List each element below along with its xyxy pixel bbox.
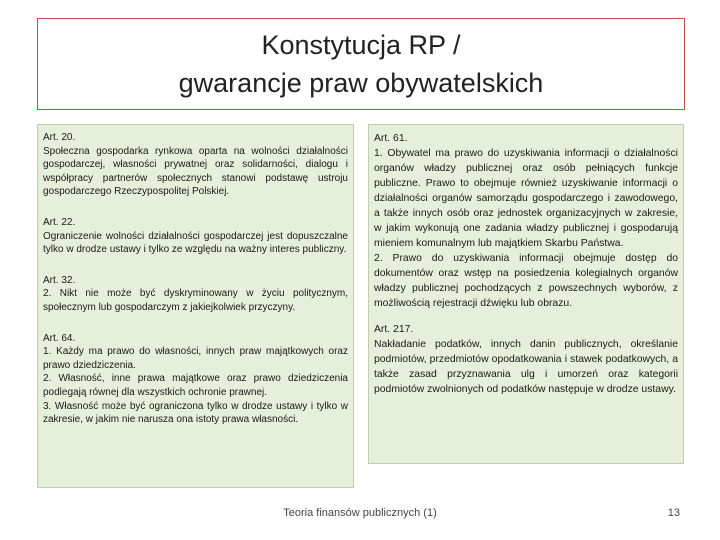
article-paragraph: 1. Obywatel ma prawo do uzyskiwania informacji o działalności organów władzy publicznej oraz osób pełniących funkcje publiczne. Prawo to obejmuje również uzyskiwanie informacji o działalności organów samorządu gospodarczego i zawodowego, a także innych osób oraz jednostek organizacyjnych w zakresie, w jakim wykonują one zadania władzy publicznej i gospodarują mieniem komunalnym lub majątkiem Skarbu Państwa. bbox=[374, 148, 678, 249]
slide-title-box bbox=[37, 18, 685, 110]
slide-title-line-1: Konstytucja RP / bbox=[261, 30, 461, 60]
article-text: Społeczna gospodarka rynkowa oparta na wolności działalności gospodarczej, własności prywatnej oraz solidarności, dialogu i współpracy partnerów społecznych stanowi podstawę ustroju gospodarczego Rzeczypospolitej Polskiej. bbox=[43, 145, 348, 198]
article-217 bbox=[374, 322, 678, 397]
article-20 bbox=[43, 131, 348, 199]
article-title: Art. 217. bbox=[374, 324, 414, 335]
page-number: 13 bbox=[667, 507, 680, 519]
article-title: Art. 64. bbox=[43, 332, 76, 344]
article-text: Nakładanie podatków, innych danin publicznych, określanie podmiotów, przedmiotów opodatkowania i stawek podatkowych, a także zasad przyznawania ulg i umorzeń oraz kategorii podmiotów zwolnionych od podatków następuje w drodze ustawy. bbox=[374, 339, 678, 395]
footer-course-title: Teoria finansów publicznych (1) bbox=[283, 507, 437, 519]
article-paragraph: 2. Prawo do uzyskiwania informacji obejmuje dostęp do dokumentów oraz wstęp na posiedzenia kolegialnych organów władzy publicznej pochodzących z powszechnych wyborów, z możliwością rejestracji dźwięku lub obrazu. bbox=[374, 253, 678, 309]
article-title: Art. 61. bbox=[374, 133, 408, 144]
article-title: Art. 22. bbox=[43, 216, 76, 228]
article-title: Art. 32. bbox=[43, 274, 76, 286]
article-title: Art. 20. bbox=[43, 132, 76, 143]
right-articles-panel bbox=[368, 124, 684, 464]
article-paragraph: 2. Własność, inne prawa majątkowe oraz prawo dziedziczenia podlegają równej dla wszystkich ochronie prawnej. bbox=[43, 373, 348, 398]
article-paragraph: 3. Własność może być ograniczona tylko w drodze ustawy i tylko w zakresie, w jakim nie narusza ona istoty prawa własności. bbox=[43, 400, 348, 426]
article-text: Ograniczenie wolności działalności gospodarczej jest dopuszczalne tylko w drodze ustawy i tylko ze względu na ważny interes publiczny. bbox=[43, 230, 348, 256]
article-61 bbox=[374, 131, 678, 311]
left-articles-panel bbox=[37, 124, 354, 488]
slide-title-line-2: gwarancje praw obywatelskich bbox=[178, 68, 544, 98]
article-64 bbox=[43, 332, 348, 427]
article-22 bbox=[43, 216, 348, 257]
article-32 bbox=[43, 274, 348, 315]
article-paragraph: 1. Każdy ma prawo do własności, innych praw majątkowych oraz prawo dziedziczenia. bbox=[43, 346, 348, 371]
article-text: 2. Nikt nie może być dyskryminowany w życiu politycznym, społecznym lub gospodarczym z jakiejkolwiek przyczyny. bbox=[43, 288, 348, 313]
